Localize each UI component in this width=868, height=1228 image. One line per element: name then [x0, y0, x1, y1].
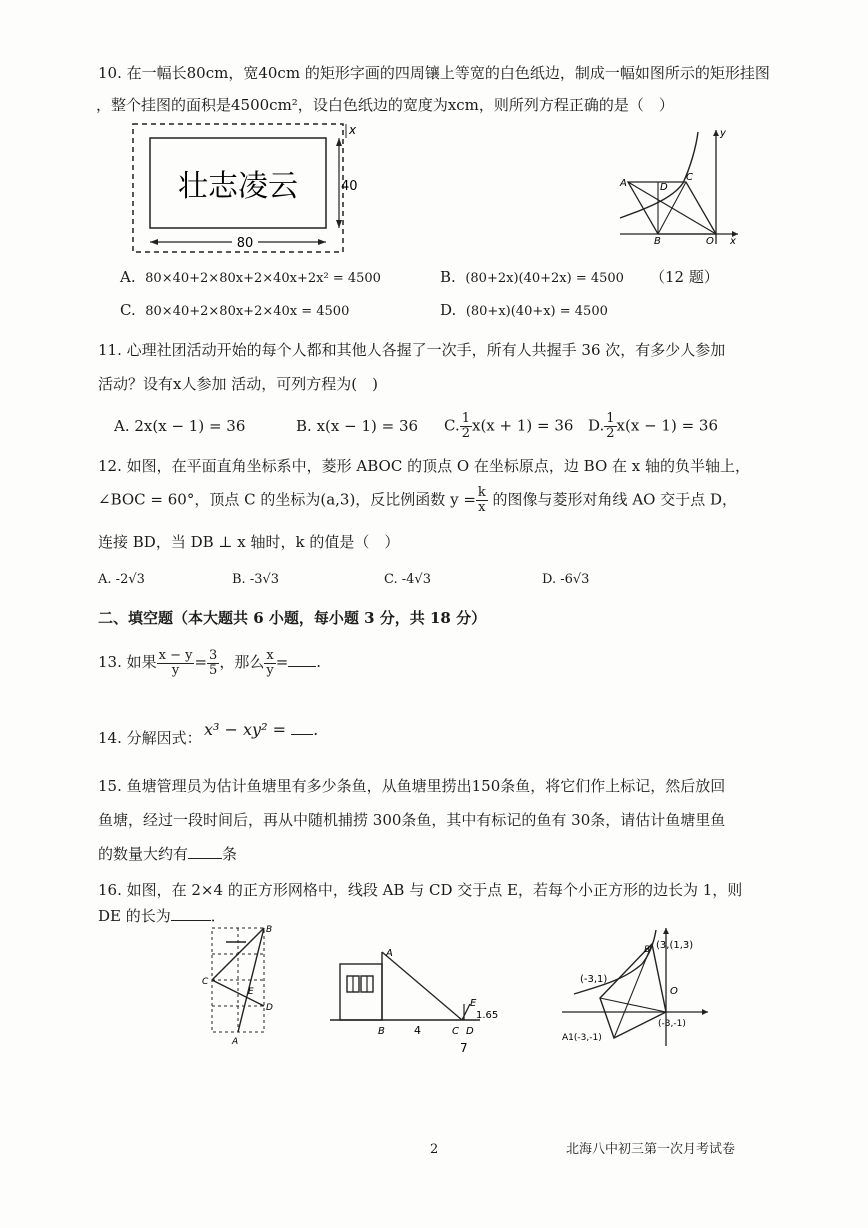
- sketch-building-label-d: D: [466, 1026, 474, 1037]
- q12-x: x: [478, 500, 486, 515]
- q12-option-a[interactable]: [98, 570, 145, 590]
- q11-option-b[interactable]: [296, 416, 418, 436]
- q12-line2-part1: ∠BOC = 60°，顶点 C 的坐标为(a,3)，反比例函数 y =: [98, 490, 476, 509]
- q15-line3-suffix: 条: [222, 845, 238, 863]
- q12-option-b-key: B.: [232, 572, 246, 587]
- sketch-building-label-e: E: [470, 998, 477, 1009]
- q12-option-d-key: D.: [542, 572, 557, 587]
- q10-option-a-text: 80×40+2×80x+2×40x+2x² = 4500: [145, 271, 381, 286]
- q11-option-c-den: 2: [461, 426, 470, 441]
- page-number: 2: [430, 1142, 439, 1157]
- q12-line1: 12. 如图，在平面直角坐标系中，菱形 ABOC 的顶点 O 在坐标原点，边 BO 在 x 轴的负半轴上，: [98, 457, 751, 475]
- q10-option-a-key: A.: [120, 268, 136, 286]
- q12-option-c-key: C.: [384, 572, 398, 587]
- q12-option-d[interactable]: [542, 570, 589, 590]
- q15-line2: 鱼塘，经过一段时间后，再从中随机捕捞 300条鱼，其中有标记的鱼有 30条，请估计鱼塘里鱼: [98, 811, 726, 829]
- q12-line3: 连接 BD，当 DB ⊥ x 轴时，k 的值是（ ）: [98, 533, 400, 551]
- sketch-coord-label-b: B: [644, 945, 651, 955]
- q11-option-c-key: C.: [444, 416, 460, 435]
- sketch-grid-label-c: C: [202, 977, 209, 987]
- sketch-building-length: 4: [414, 1024, 421, 1037]
- q12-option-c-text: -4√3: [401, 572, 431, 587]
- sketch-building-height: 1.65: [476, 1010, 499, 1021]
- footer-school: 北海八中初三第一次月考试卷: [566, 1142, 736, 1157]
- q11-option-d[interactable]: [588, 412, 718, 441]
- q10-option-a[interactable]: [120, 267, 381, 289]
- q12-label-D: D: [660, 182, 668, 193]
- q11-option-d-fraction: [604, 412, 616, 441]
- q11-option-c-fraction: [460, 412, 472, 441]
- sketch-building-label-b: B: [378, 1026, 385, 1037]
- q13-f1-den: y: [171, 662, 180, 678]
- sketch-grid-label-b: B: [266, 925, 273, 935]
- q13-prefix: 13. 如果: [98, 653, 157, 671]
- q10-line1: 10. 在一幅长80cm，宽40cm 的矩形字画的四周镶上等宽的白色纸边，制成一幅如图所示的矩形挂图: [98, 64, 770, 82]
- q13-answer-blank[interactable]: [288, 652, 316, 667]
- q12-label-y: y: [720, 128, 726, 139]
- q10-figure: [128, 118, 363, 258]
- q10-option-c[interactable]: [120, 300, 349, 322]
- section2-title: 二、填空题（本大题共 6 小题，每小题 3 分，共 18 分）: [98, 609, 487, 627]
- q14-expression: x³ − xy² =: [204, 720, 286, 739]
- sketch-grid-figure: [196, 922, 280, 1048]
- sketch-coord-point-3: A1(-3,-1): [562, 1033, 602, 1043]
- q13-f2-den: 5: [209, 662, 218, 678]
- q16-line2-end: ．: [210, 907, 226, 925]
- q14-prefix: 14. 分解因式：: [98, 729, 202, 747]
- sketch-coord-point-2: (3,(1,3): [656, 940, 694, 951]
- q14: [98, 728, 202, 748]
- q12-figure: [618, 128, 743, 246]
- q13-fraction-3: [264, 649, 275, 678]
- sketch-building-label-a: A: [386, 948, 393, 959]
- q13-f1-num: x − y: [158, 647, 193, 663]
- sketch-grid-label-a: A: [232, 1037, 239, 1047]
- q13: 13. 如果 $\frac{x - y}{y}$ = $\frac{3}{5}$ ，那么 $\frac{x}{y}$ = .: [98, 647, 322, 678]
- q10-option-d[interactable]: [440, 300, 608, 322]
- sketch-coord-point-4: (-3,-1): [658, 1019, 686, 1029]
- q10-option-d-text: (80+x)(40+x) = 4500: [465, 304, 608, 319]
- q12-option-a-key: A.: [98, 572, 112, 587]
- q13-suffix: =: [275, 653, 289, 671]
- q11-option-c-num: 1: [461, 411, 470, 426]
- q13-f2-num: 3: [209, 647, 218, 663]
- q14-answer-blank[interactable]: [291, 720, 313, 735]
- q10-option-b[interactable]: [440, 267, 624, 289]
- q12-k-over-x: [476, 486, 488, 515]
- q11-option-a-text: 2x(x − 1) = 36: [134, 417, 246, 435]
- q15-line1: 15. 鱼塘管理员为估计鱼塘里有多少条鱼，从鱼塘里捞出150条鱼，将它们作上标记，然后放回: [98, 777, 726, 795]
- q12-option-d-text: -6√3: [560, 572, 590, 587]
- q11-option-b-text: x(x − 1) = 36: [316, 417, 419, 435]
- q12-label-O: O: [706, 236, 714, 246]
- sketch-coord-label-o: O: [670, 986, 678, 997]
- sketch-coord-figure: [560, 924, 710, 1048]
- q12-figure-caption: （12 题）: [650, 268, 719, 286]
- q12-label-x: x: [730, 236, 736, 246]
- q12-label-B: B: [654, 236, 661, 246]
- q10-width-label: 80: [236, 236, 254, 251]
- q12-k: k: [477, 485, 486, 500]
- q11-option-b-key: B.: [296, 417, 312, 435]
- q12-option-b[interactable]: [232, 570, 279, 590]
- q13-equals: =: [194, 653, 208, 671]
- q12-option-a-text: -2√3: [115, 572, 145, 587]
- q11-option-d-num: 1: [606, 411, 615, 426]
- q15-line3-prefix: 的数量大约有: [98, 845, 189, 863]
- q10-option-b-text: (80+2x)(40+2x) = 4500: [465, 271, 624, 286]
- sketch-building-label-c: C: [452, 1026, 459, 1037]
- q10-option-d-key: D.: [440, 301, 457, 319]
- q14-expr: x³ − xy² = .: [204, 720, 319, 739]
- q12-option-c[interactable]: [384, 570, 431, 590]
- q10-option-c-text: 80×40+2×80x+2×40x = 4500: [145, 304, 350, 319]
- q12-line2-part2: 的图像与菱形对角线 AO 交于点 D，: [487, 490, 738, 509]
- q11-option-c-text: x(x + 1) = 36: [472, 416, 574, 435]
- q16-line2-text: DE 的长为: [98, 907, 171, 925]
- q12-label-A: A: [620, 178, 627, 189]
- q10-height-label: 40: [341, 179, 358, 194]
- q10-x-label: x: [349, 123, 357, 137]
- q11-option-d-key: D.: [588, 416, 605, 435]
- sketch-building-figure: [330, 944, 520, 1054]
- q15-answer-blank[interactable]: [188, 844, 222, 859]
- q12-option-b-text: -3√3: [249, 572, 280, 587]
- q15-line3: [98, 844, 237, 864]
- q13-mid: ，那么: [219, 653, 265, 671]
- sketch-grid-label-e: E: [248, 987, 254, 997]
- q13-fraction-2: [207, 649, 219, 678]
- q13-fraction-1: [157, 649, 195, 678]
- q13-f3-num: x: [264, 649, 275, 664]
- q13-f3-den: y: [266, 662, 274, 678]
- q11-option-d-den: 2: [606, 426, 615, 441]
- q12-line2: [98, 486, 737, 515]
- q11-option-a[interactable]: [114, 416, 245, 436]
- sketch-grid-label-d: D: [266, 1003, 273, 1013]
- q10-banner-text: 壮志凌云: [178, 169, 298, 204]
- sketch-building-note: 7: [460, 1041, 468, 1054]
- q11-line2: 活动？设有x人参加 活动，可列方程为( ): [98, 375, 378, 393]
- q16-answer-blank[interactable]: [171, 906, 211, 921]
- q16-line1: 16. 如图，在 2×4 的正方形网格中，线段 AB 与 CD 交于点 E，若每个小正方形的边长为 1，则: [98, 881, 743, 899]
- sketch-coord-point-1: (-3,1): [580, 974, 608, 985]
- q12-label-C: C: [686, 172, 693, 183]
- q11-line1: 11. 心理社团活动开始的每个人都和其他人各握了一次手，所有人共握手 36 次，有多少人参加: [98, 341, 726, 359]
- q10-line2: ，整个挂图的面积是4500cm²，设白色纸边的宽度为xcm，则所列方程正确的是（ ）: [96, 96, 674, 114]
- q11-option-d-text: x(x − 1) = 36: [616, 416, 719, 435]
- q11-option-c[interactable]: [444, 412, 573, 441]
- q11-option-a-key: A.: [114, 417, 130, 435]
- q10-option-b-key: B.: [440, 268, 456, 286]
- q10-option-c-key: C.: [120, 301, 136, 319]
